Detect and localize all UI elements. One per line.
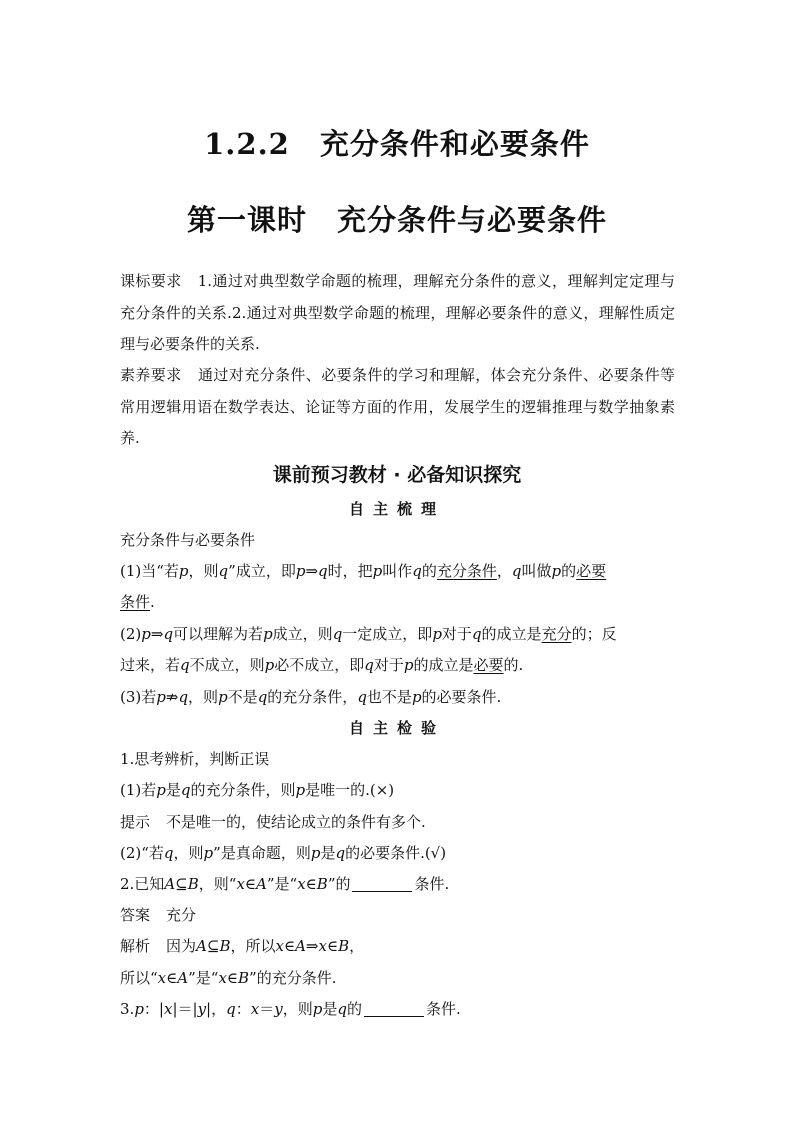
literacy-text: 通过对充分条件、必要条件的学习和理解，体会充分条件、必要条件等常用逻辑用语在数学表达、论证等方面的作用，发展学生的逻辑推理与数学抽象素养. xyxy=(120,366,675,447)
literacy-label: 素养要求 xyxy=(120,366,182,384)
hint-label: 提示 xyxy=(120,813,151,831)
curriculum-text: 1.通过对典型数学命题的梳理，理解充分条件的意义，理解判定定理与充分条件的关系.2.通过对典型数学命题的梳理，理解必要条件的意义，理解性质定理与必要条件的关系. xyxy=(120,272,675,353)
answer-necessary-part-1: 必要 xyxy=(576,562,607,580)
answer-blank xyxy=(352,877,412,892)
question-1-statement-2: (2)“若q，则p”是真命题，则p是q的必要条件.(√) xyxy=(120,844,447,862)
answer-necessary: 必要 xyxy=(473,656,504,674)
answer-blank xyxy=(364,1002,424,1017)
answer-sufficient-condition: 充分条件 xyxy=(436,562,497,580)
question-2-conclusion: 所以“x∈A”是“x∈B”的充分条件. xyxy=(120,969,337,987)
hint-text: 不是唯一的，使结论成立的条件有多个. xyxy=(166,813,426,831)
item-2-line-2: 过来，若q不成立，则p必不成立，即q对于p的成立是必要的. xyxy=(120,656,524,674)
item-1-line-2: 条件. xyxy=(120,593,155,611)
item-3: (3)若p⇏q，则p不是q的充分条件，q也不是p的必要条件. xyxy=(120,688,502,706)
curriculum-requirements xyxy=(120,266,675,361)
question-2-answer xyxy=(120,903,680,927)
section-header: 课前预习教材 · 必备知识探究 xyxy=(272,464,522,486)
question-3: 3.p：|x|＝|y|，q：x＝y，则p是q的 条件. xyxy=(120,1000,461,1018)
main-title: 1.2.2 充分条件和必要条件 xyxy=(204,127,590,161)
analysis-label: 解析 xyxy=(120,937,151,955)
question-1-title: 1.思考辨析，判断正误 xyxy=(120,750,270,768)
sub-header-self-check: 自主检验 xyxy=(348,719,445,737)
literacy-requirements xyxy=(120,360,675,455)
answer-label: 答案 xyxy=(120,906,151,924)
answer-necessary-part-2: 条件 xyxy=(120,593,151,611)
answer-text: 充分 xyxy=(166,906,197,924)
item-2-line-1: (2)p⇒q可以理解为若p成立，则q一定成立，即p对于q的成立是充分的；反 xyxy=(120,625,617,643)
question-2: 2.已知A⊆B，则“x∈A”是“x∈B”的 条件. xyxy=(120,875,450,893)
topic-heading: 充分条件与必要条件 xyxy=(120,531,256,549)
question-1-hint xyxy=(120,810,680,834)
sub-header-self-review: 自主梳理 xyxy=(348,500,445,518)
answer-sufficient: 充分 xyxy=(541,625,572,643)
lesson-title: 第一课时 充分条件与必要条件 xyxy=(186,203,607,237)
question-1-statement-1: (1)若p是q的充分条件，则p是唯一的.(×) xyxy=(120,781,395,799)
question-2-analysis: 解析 因为A⊆B，所以x∈A⇒x∈B， xyxy=(120,937,365,955)
curriculum-label: 课标要求 xyxy=(120,272,182,290)
item-1-line-1: (1)当“若p，则q”成立，即p⇒q时，把p叫作q的充分条件，q叫做p的必要 xyxy=(120,562,607,580)
